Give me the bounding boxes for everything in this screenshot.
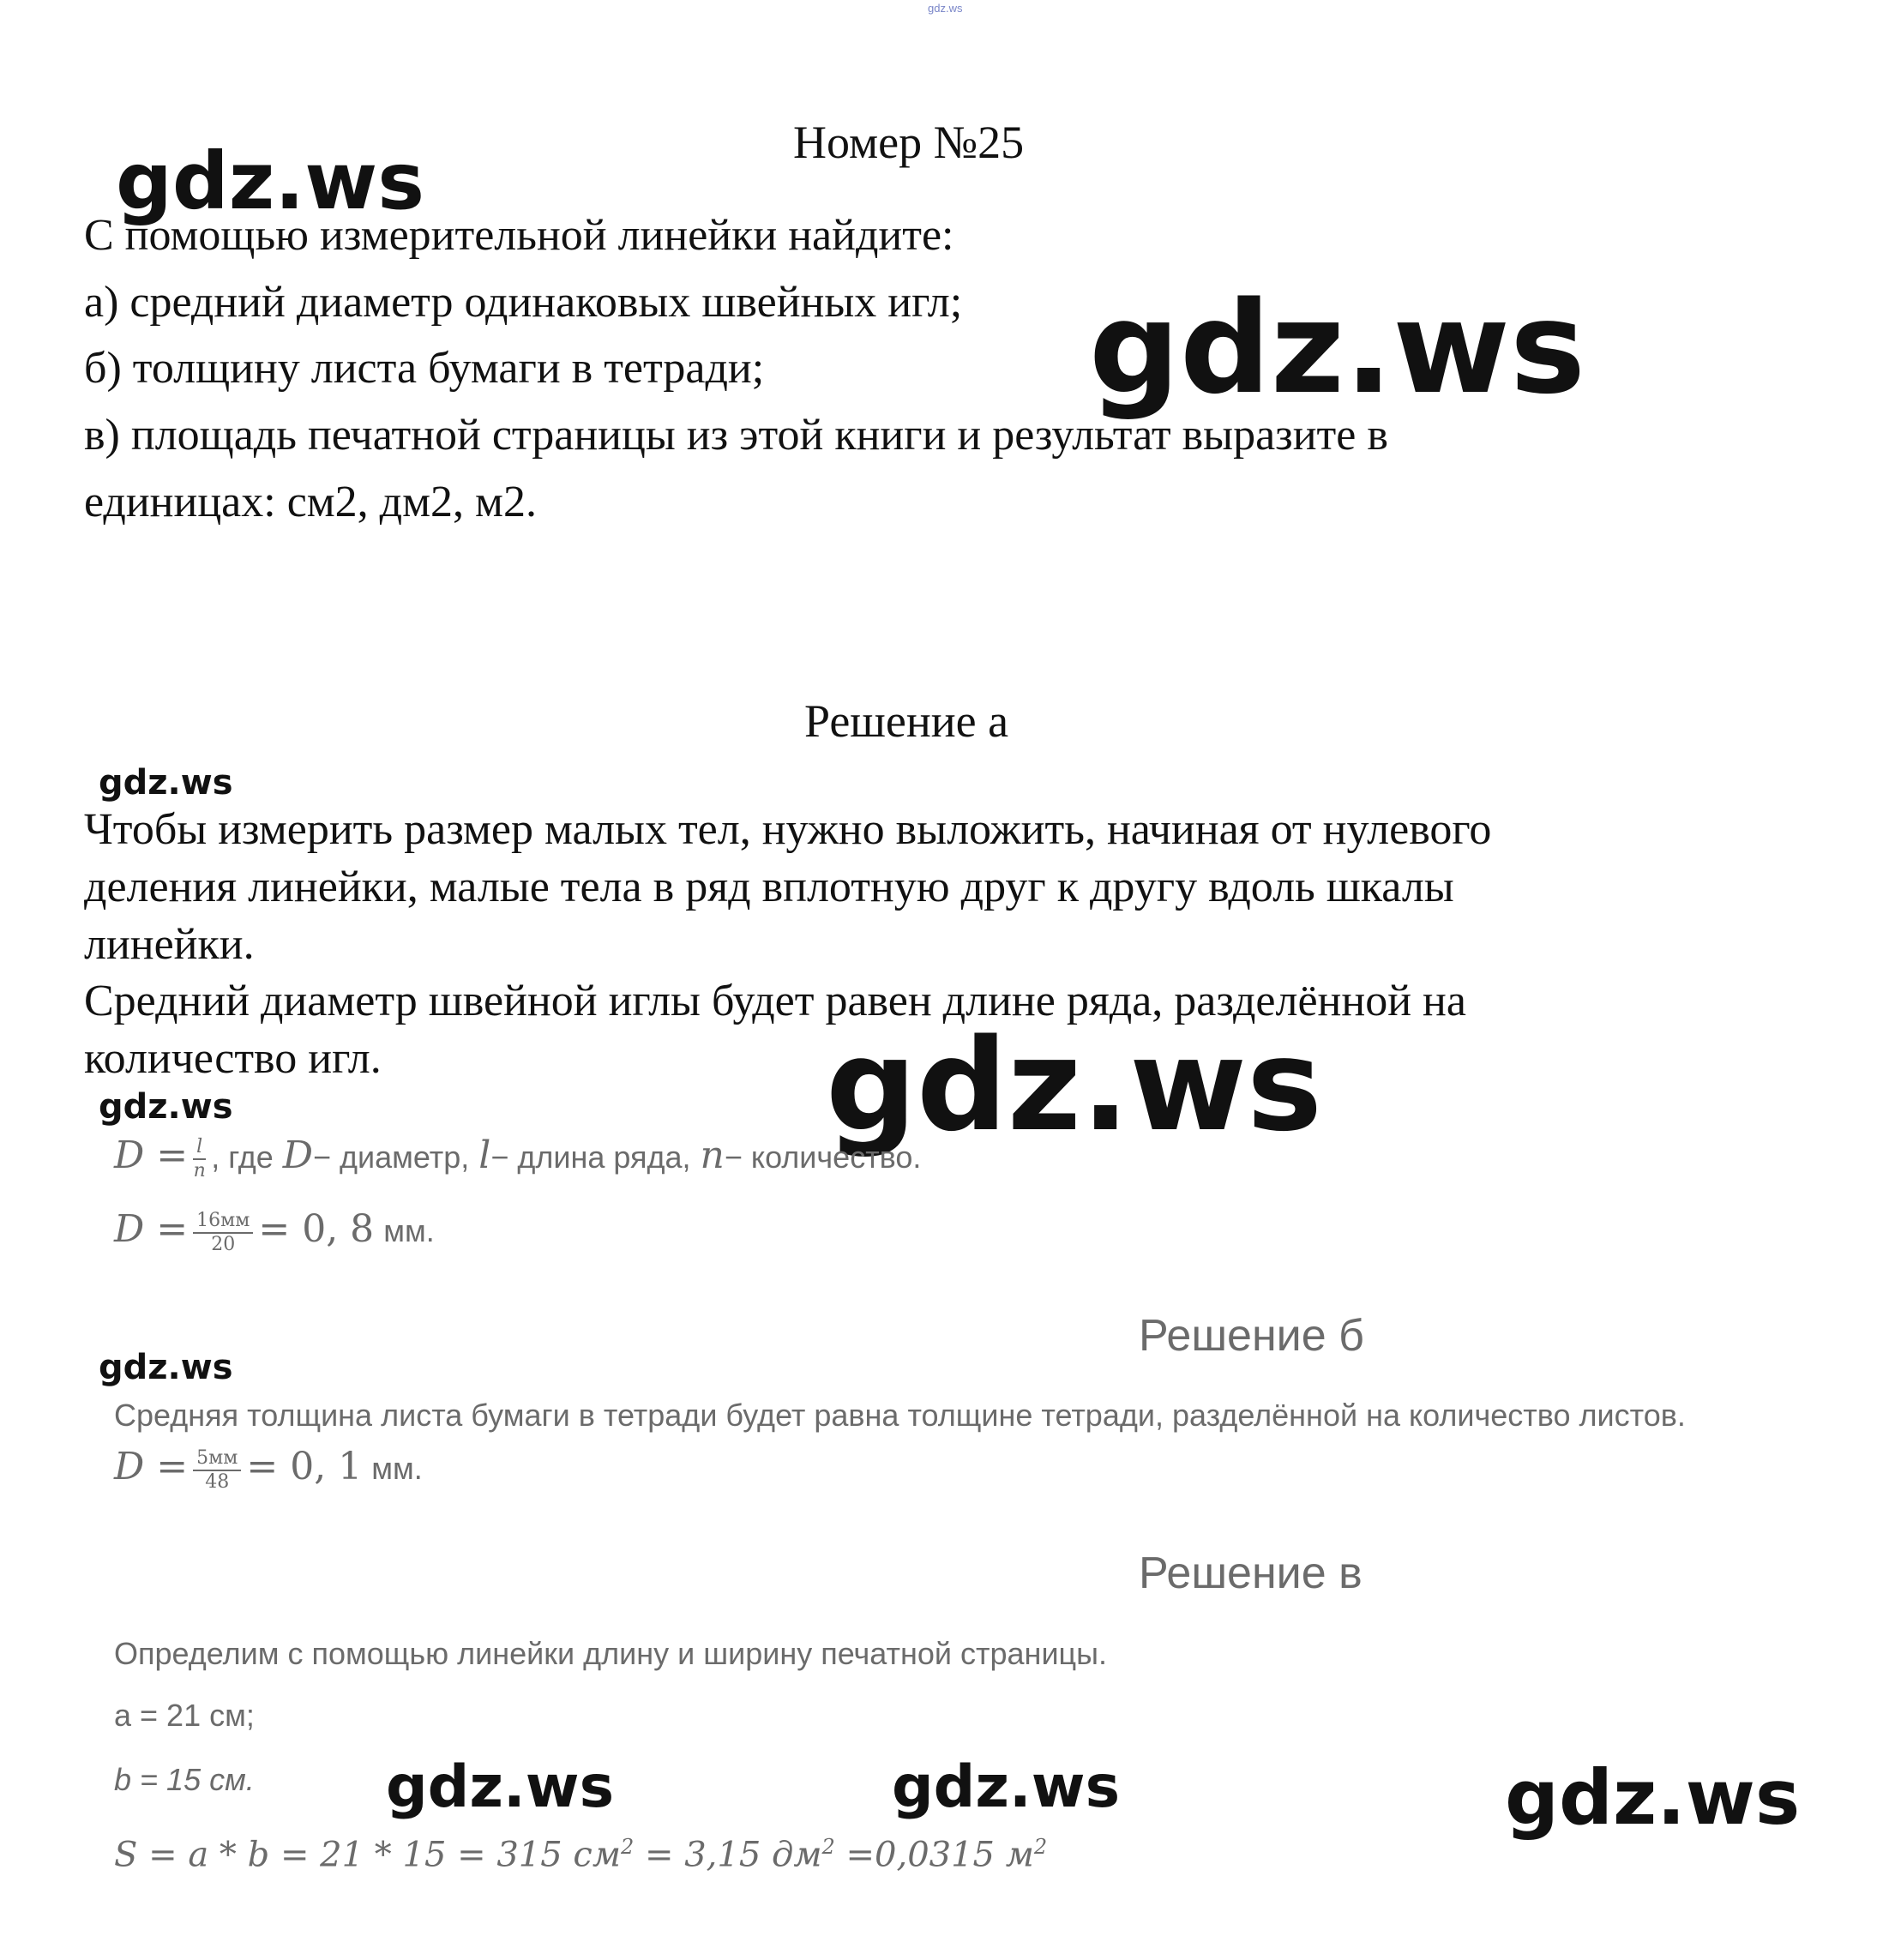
watermark-7: gdz.ws [386,1753,615,1821]
formula-text: − длина ряда, [490,1139,691,1175]
formula-text: − количество. [724,1139,922,1175]
watermark-9: gdz.ws [1505,1753,1801,1842]
formula-c-exp-2: 2 [821,1835,835,1859]
top-watermark: gdz.ws [928,2,963,15]
fraction-numerator: 5мм [193,1447,241,1471]
page-title: Номер №25 [793,117,1025,168]
formula-c-exp-3: 2 [1033,1835,1048,1859]
formula-lhs: D = [114,1207,189,1251]
fraction-denominator: 20 [211,1233,236,1255]
task-line-3: б) толщину листа бумаги в тетради; [84,344,765,393]
solution-c-a: a = 21 см; [114,1698,255,1733]
solution-c-text: Определим с помощью линейки длину и ширину печатной страницы. [114,1636,1108,1671]
task-line-2: а) средний диаметр одинаковых швейных игл; [84,278,963,327]
solution-a-line-4: Средний диаметр швейной иглы будет равен длине ряда, разделённой на [84,977,1466,1025]
solution-b-text: Средняя толщина листа бумаги в тетради будет равна толщине тетради, разделённой на количество листов. [114,1398,1686,1433]
formula-text: − диаметр, [313,1139,470,1175]
formula-unit: мм. [371,1451,423,1486]
fraction-denominator: n [193,1159,206,1181]
formula-c-exp-1: 2 [620,1835,635,1859]
formula-var: n [700,1133,725,1177]
watermark-2: gdz.ws [1089,274,1586,422]
watermark-5: gdz.ws [99,1087,233,1127]
solution-a-line-5: количество игл. [84,1034,382,1083]
watermark-8: gdz.ws [892,1753,1121,1821]
formula-a-1 [114,1133,921,1182]
task-line-5: единицах: см2, дм2, м2. [84,478,537,526]
solution-c-b: b = 15 см. [114,1762,255,1797]
formula-text: , где [211,1139,274,1175]
fraction-numerator: l [193,1136,206,1160]
fraction-numerator: 16мм [193,1210,253,1234]
formula-var: D [282,1133,314,1177]
solution-c-heading: Решение в [1139,1548,1363,1598]
watermark-6: gdz.ws [99,1348,233,1387]
formula-var: l [478,1133,491,1177]
formula-b [114,1445,423,1494]
formula-rhs: = 0, 1 [246,1445,363,1488]
formula-c-mid-1: = 3,15 дм [634,1835,822,1875]
task-line-4: в) площадь печатной страницы из этой книги и результат выразите в [84,411,1388,460]
formula-rhs: = 0, 8 [258,1207,375,1251]
formula-c-main: S = a * b = 21 * 15 = 315 см [114,1835,621,1875]
watermark-3: gdz.ws [99,763,233,803]
solution-b-heading: Решение б [1139,1311,1364,1361]
formula-lhs: D = [114,1445,189,1488]
task-line-1: С помощью измерительной линейки найдите: [84,211,954,260]
formula-lhs: D = [114,1133,189,1177]
solution-a-heading: Решение а [804,695,1009,747]
watermark-1: gdz.ws [116,135,424,227]
formula-c [114,1835,1047,1874]
formula-c-mid-2: =0,0315 м [834,1835,1034,1875]
solution-a-line-2: деления линейки, малые тела в ряд вплотную друг к другу вдоль шкалы [84,863,1454,911]
solution-a-line-3: линейки. [84,920,255,969]
watermark-4: gdz.ws [826,1012,1323,1159]
formula-a-2 [114,1207,435,1256]
fraction-denominator: 48 [205,1470,230,1493]
formula-unit: мм. [383,1213,435,1248]
solution-a-line-1: Чтобы измерить размер малых тел, нужно выложить, начиная от нулевого [84,805,1492,854]
